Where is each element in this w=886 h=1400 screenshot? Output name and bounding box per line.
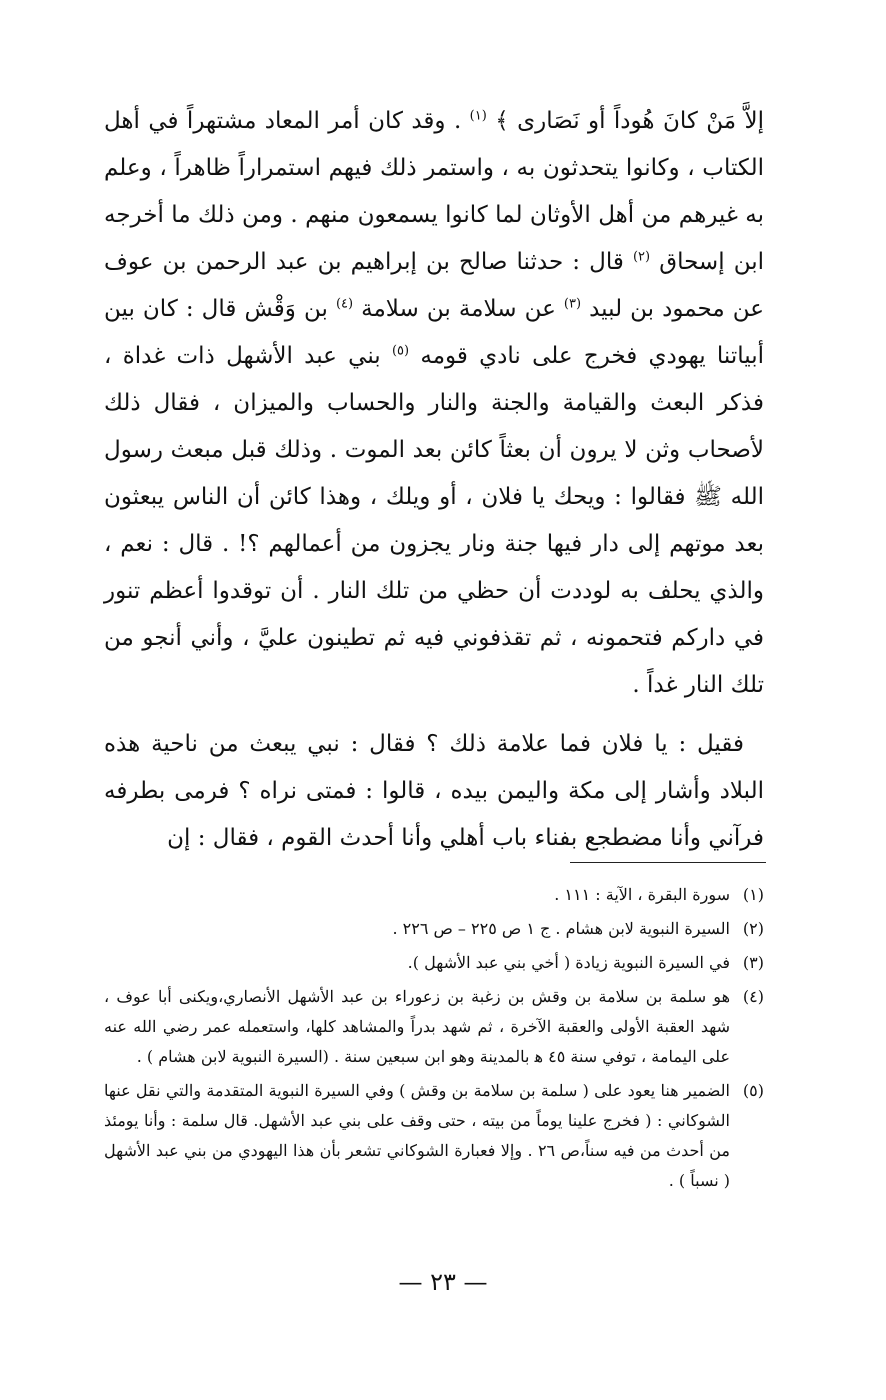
footnote-5 — [104, 1076, 764, 1196]
footnote-4 — [104, 982, 764, 1072]
footnote-ref-2: (٢) — [632, 249, 651, 265]
footnote-text: في السيرة النبوية زيادة ( أخي بني عبد الأشهل ). — [407, 953, 730, 972]
footnote-number: (٢) — [742, 919, 764, 938]
footnote-text: سورة البقرة ، الآية : ١١١ . — [554, 885, 730, 904]
footnote-3 — [104, 948, 764, 978]
footnote-2 — [104, 914, 764, 944]
footnote-ref-3: (٣) — [563, 296, 582, 312]
paragraph-1-text: . وقد كان أمر المعاد مشتهراً في أهل الكتاب ، وكانوا يتحدثون به ، واستمر ذلك فيهم استمراراً ظاهراً ، وعلم به غيرهم من أهل الأوثان لما كانوا يسمعون منهم . ومن ذلك ما أخرجه ابن إسحاق — [104, 108, 764, 275]
paragraph-2: فقيل : يا فلان فما علامة ذلك ؟ فقال : نبي يبعث من ناحية هذه البلاد وأشار إلى مكة واليمن بيده ، قالوا : فمتى نراه ؟ فرمى بطرفه فرآني وأنا مضطجع بفناء باب أهلي وأنا أحدث القوم ، فقال : إن — [104, 731, 764, 851]
footnote-ref-4: (٤) — [335, 296, 354, 312]
footnote-ref-5: (٥) — [391, 343, 410, 359]
footnote-ref-1: (١) — [469, 108, 487, 124]
paragraph-1 — [104, 98, 764, 709]
page-number: — ٢٣ — — [398, 1268, 488, 1296]
main-text — [104, 98, 764, 862]
paragraph-1-text: عن سلامة بن سلامة — [361, 296, 564, 322]
footnote-number: (٤) — [742, 987, 764, 1006]
footnotes — [104, 880, 764, 1200]
paragraph-1-text: بني عبد الأشهل ذات غداة ، فذكر البعث والقيامة والجنة والنار والحساب والميزان ، فقال ذلك لأصحاب وثن لا يرون أن بعثاً كائن بعد الموت . وذلك قبل مبعث رسول الله ﷺ فقالوا : ويحك يا فلان ، أو ويلك ، وهذا كائن أن الناس يبعثون بعد موتهم إلى دار فيها جنة ونار يجزون من أعمالهم ؟! . قال : نعم ، والذي يحلف به لوددت أن حظي من تلك النار . أن توقدوا أعظم تنور في داركم فتحمونه ، ثم تقذفوني فيه ثم تطينون عليَّ ، وأني أنجو من تلك النار غداً . — [104, 343, 765, 698]
footnote-separator — [570, 862, 766, 863]
footnote-text: الضمير هنا يعود على ( سلمة بن سلامة بن وقش ) وفي السيرة النبوية المتقدمة والتي نقل عنها الشوكاني : ( فخرج علينا يوماً من بيته ، حتى وقف على بني عبد الأشهل. قال سلمة : وأنا يومئذ من أحدث من فيه سناً،ص ٢٦ . وإلا فعبارة الشوكاني تشعر بأن هذا اليهودي من بني عبد الأشهل ( نسباً ) . — [104, 1081, 730, 1190]
quran-verse-fragment: إلاَّ مَنْ كانَ هُوداً أو نَصَارى ﴾ — [495, 108, 764, 134]
footnote-number: (٥) — [742, 1081, 764, 1100]
paragraph-1-text: قال : حدثنا صالح بن إبراهيم بن عبد الرحمن بن عوف عن محمود بن لبيد — [104, 249, 765, 322]
footnote-text: هو سلمة بن سلامة بن وقش بن زغبة بن زعوراء بن عبد الأشهل الأنصاري،ويكنى أبا عوف ، شهد العقبة الأولى والعقبة الآخرة ، ثم شهد بدراً والمشاهد كلها، واستعمله عمر رضي الله عنه على اليمامة ، توفي سنة ٤٥ ﻫ بالمدينة وهو ابن سبعين سنة . (السيرة النبوية لابن هشام ) . — [104, 987, 730, 1066]
footnote-number: (٣) — [742, 953, 764, 972]
footnote-text: السيرة النبوية لابن هشام . ج ١ ص ٢٢٥ – ص ٢٢٦ . — [392, 919, 730, 938]
paragraph-1-text: بن وَقْش قال : كان بين أبياتنا يهودي فخرج على نادي قومه — [104, 296, 765, 369]
footnote-number: (١) — [742, 885, 764, 904]
footnote-1 — [104, 880, 764, 910]
